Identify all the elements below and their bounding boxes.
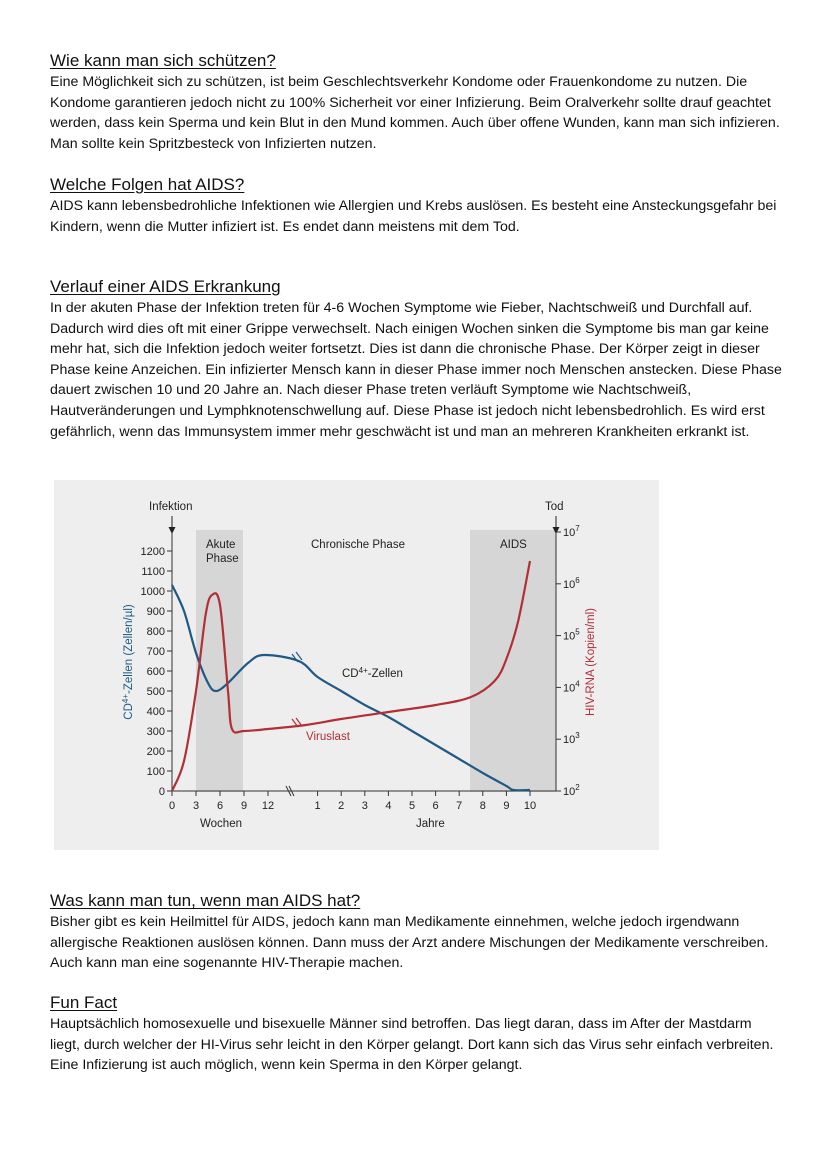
section-consequences	[50, 174, 780, 237]
y-left-tick-label: 700	[146, 646, 165, 658]
x-axis-weeks-title: Wochen	[200, 818, 242, 830]
x-year-tick-label: 2	[338, 800, 345, 812]
y-left-tick-label: 100	[146, 766, 165, 778]
y-left-tick-label: 200	[146, 746, 165, 758]
y-axis-right-title	[585, 608, 597, 716]
x-axis-years-title: Jahre	[416, 818, 445, 830]
section-heading: Verlauf einer AIDS Erkrankung	[50, 277, 281, 296]
x-week-tick-label: 0	[168, 800, 176, 812]
marker-infection-label: Infektion	[149, 501, 193, 513]
y-left-tick-label: 0	[158, 786, 165, 798]
section-paragraph: Hauptsächlich homosexuelle und bisexuelle Männer sind betroffen. Das liegt daran, dass im After der Mastdarm liegt, durch welcher der HI-Virus sehr leicht in den Körper gelangt. Dort kann sich das Virus sehr einfach verbreiten. Eine Infizierung ist auch möglich, wenn kein Sperma in den Körper gelangt.	[50, 1016, 774, 1074]
section-paragraph: Bisher gibt es kein Heilmittel für AIDS, jedoch kann man Medikamente einnehmen, welche jedoch irgendwann allergische Reaktionen auslösen können. Dann muss der Arzt andere Mischungen der Medikamente verschreiben. Auch kann man eine sogenannte HIV-Therapie machen.	[50, 914, 769, 972]
section-course	[50, 276, 785, 442]
x-week-tick-label: 12	[261, 800, 275, 812]
y-right-tick-label: $10^6$	[563, 575, 580, 591]
section-paragraph: Eine Möglichkeit sich zu schützen, ist beim Geschlechtsverkehr Kondome oder Frauenkondome zu nutzen. Die Kondome garantieren jedoch nicht zu 100% Sicherheit vor einer Infizierung. Beim Oralverkehr sollte drauf geachtet werden, dass kein Sperma und kein Blut in den Mund kommen. Auch über offene Wunden, kann man sich infizieren. Man sollte kein Spritzbesteck von Infizierten nutzen.	[50, 74, 780, 152]
y-left-tick-label: 300	[146, 726, 165, 738]
x-year-tick-label: 7	[456, 800, 463, 812]
series-label-viruslast: Viruslast	[306, 731, 350, 743]
y-left-tick-label: 1200	[140, 546, 165, 558]
marker-death-label: Tod	[545, 501, 564, 513]
x-week-tick-label: 3	[192, 800, 200, 812]
y-right-tick-label: $10^2$	[563, 783, 580, 798]
y-left-tick-label: 500	[146, 686, 165, 698]
phase-band-aids	[470, 530, 556, 792]
section-heading: Wie kann man sich schützen?	[50, 51, 276, 70]
hiv-course-chart	[54, 480, 659, 850]
x-week-tick-label: 9	[240, 800, 248, 812]
y-left-tick-label: 400	[146, 706, 165, 718]
section-paragraph: In der akuten Phase der Infektion treten für 4-6 Wochen Symptome wie Fieber, Nachtschweiß und Durchfall auf. Dadurch wird dies oft mit einer Grippe verwechselt. Nach einigen Wochen sinken die Symptome bis man gar keine mehr hat, sich die Infektion jedoch weiter fortsetzt. Dies ist dann die chronische Phase. Der Körper zeigt in dieser Phase keine Anzeichen. Ein infizierter Mensch kann in dieser Phase immer noch Menschen anstecken. Diese Phase dauert zwischen 10 und 20 Jahre an. Nach dieser Phase treten verläuft Symptome wie Nachtschweiß, Hautveränderungen und Lymphknotenschwellung auf. Diese Phase ist jedoch nicht lebensbedrohlich. Es wird erst gefährlich, wenn das Immunsystem immer mehr geschwächt ist und man an mehreren Krankheiten erkrankt ist.	[50, 300, 782, 440]
section-treatment	[50, 890, 780, 974]
x-year-tick-label: 3	[361, 800, 368, 812]
y-right-tick-label: $10^4$	[563, 679, 580, 695]
x-year-tick-label: 6	[432, 800, 439, 812]
y-right-tick-label: $10^7$	[563, 524, 580, 539]
chart-svg	[54, 480, 659, 850]
x-year-tick-label: 10	[523, 800, 537, 812]
section-protection	[50, 50, 780, 154]
svg-text:HIV-RNA (Kopien/ml): HIV-RNA (Kopien/ml)	[585, 607, 597, 717]
svg-text:CD4+-Zellen (Zellen/µl): $CD^{4+}$-Zellen (Zellen/µl)	[121, 604, 135, 720]
x-year-tick-label: 8	[479, 800, 486, 812]
phase-label-chronic: Chronische Phase	[311, 539, 405, 551]
x-year-tick-label: 1	[314, 800, 321, 812]
y-right-tick-label: $10^5$	[563, 627, 580, 643]
section-heading: Was kann man tun, wenn man AIDS hat?	[50, 891, 361, 910]
x-week-tick-label: 6	[216, 800, 224, 812]
y-left-tick-label: 800	[146, 626, 165, 638]
y-left-tick-label: 1100	[141, 566, 165, 578]
phase-label-acute-line1: Akute	[206, 539, 236, 551]
section-heading: Welche Folgen hat AIDS?	[50, 175, 245, 194]
section-fun-fact	[50, 992, 785, 1076]
phase-label-acute-line2: Phase	[206, 553, 239, 565]
section-paragraph: AIDS kann lebensbedrohliche Infektionen wie Allergien und Krebs auslösen. Es besteht eine Ansteckungsgefahr bei Kindern, wenn die Mutter infiziert ist. Es endet dann meistens mit dem Tod.	[50, 198, 777, 235]
x-year-tick-label: 9	[503, 800, 510, 812]
phase-label-aids: AIDS	[500, 539, 527, 551]
y-right-tick-label: $10^3$	[563, 731, 580, 747]
section-heading: Fun Fact	[50, 993, 118, 1012]
y-left-tick-label: 600	[146, 666, 165, 678]
x-year-tick-label: 4	[385, 800, 392, 812]
series-label-cd4: $CD^{4+}$-Zellen	[342, 666, 403, 680]
x-year-tick-label: 5	[408, 800, 416, 812]
phase-band-acute	[196, 530, 243, 792]
y-left-tick-label: 900	[146, 606, 165, 618]
y-left-tick-label: 1000	[140, 586, 165, 598]
